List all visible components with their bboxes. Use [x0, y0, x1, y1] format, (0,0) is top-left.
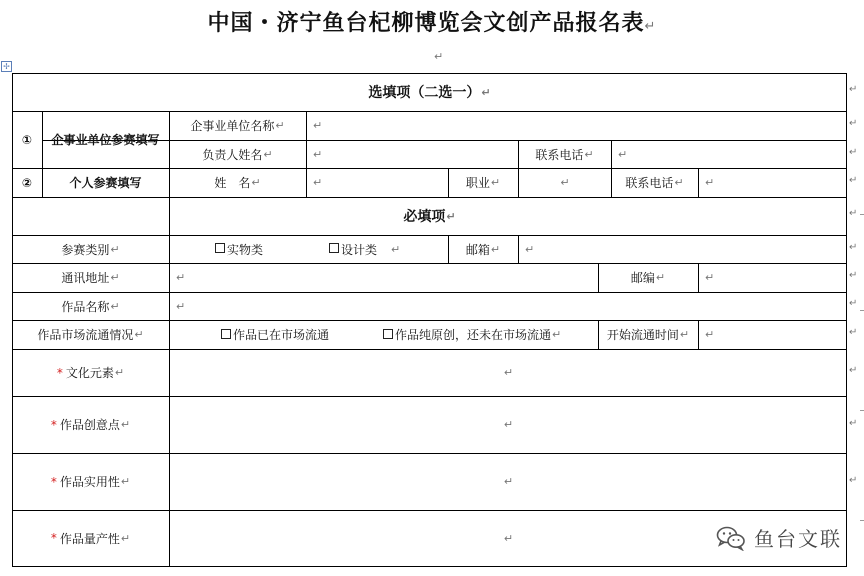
cultural-label: * 文化元素 ↵	[56, 365, 125, 380]
market-option-original[interactable]: 作品纯原创，还未在市场流通 ↵	[383, 326, 561, 343]
cell-mark: ↵	[481, 85, 491, 99]
paragraph-mark: ↵	[644, 19, 657, 34]
email-input[interactable]: ↵	[525, 242, 535, 256]
required-star: *	[50, 417, 57, 432]
option1-label: 企事业单位参赛填写	[51, 133, 160, 147]
category-label: 参赛类别 ↵	[61, 242, 120, 257]
market-label: 作品市场流通情况 ↵	[37, 328, 144, 342]
ruler-tick	[860, 520, 864, 521]
market-options	[169, 320, 598, 349]
postcode-label: 邮编 ↵	[630, 271, 666, 285]
company-name-input[interactable]: ↵	[313, 119, 323, 132]
personal-name-input[interactable]: ↵	[313, 176, 323, 189]
mass-production-input[interactable]: ↵	[503, 531, 514, 545]
practicality-input[interactable]: ↵	[503, 475, 514, 488]
occupation-input[interactable]: ↵	[560, 176, 570, 189]
watermark	[716, 523, 842, 552]
checkbox-icon[interactable]	[215, 243, 225, 253]
row-end-mark: ↵	[849, 208, 858, 219]
market-option-circulating[interactable]: 作品已在市场流通	[221, 326, 329, 343]
row-end-mark: ↵	[849, 475, 858, 486]
row-end-mark: ↵	[849, 84, 858, 95]
optional-section-heading: 选填项（二选一） ↵	[368, 85, 491, 101]
row-end-mark: ↵	[849, 418, 858, 429]
company-phone-input[interactable]: ↵	[618, 147, 628, 161]
ruler-tick	[860, 410, 864, 411]
paragraph-mark: ↵	[434, 50, 444, 63]
company-phone-label: 联系电话 ↵	[535, 147, 594, 162]
creativity-label: * 作品创意点 ↵	[50, 417, 131, 432]
email-label: 邮箱 ↵	[465, 242, 501, 257]
checkbox-icon[interactable]	[383, 329, 393, 339]
row-end-mark: ↵	[849, 298, 858, 309]
address-label: 通讯地址 ↵	[61, 271, 120, 285]
row-end-mark: ↵	[849, 327, 858, 338]
personal-phone-input[interactable]: ↵	[705, 176, 715, 189]
required-star: *	[50, 531, 57, 545]
personal-name-label: 姓 名 ↵	[214, 176, 261, 190]
table-move-handle-icon[interactable]: ✢	[1, 61, 12, 72]
practicality-label: * 作品实用性 ↵	[50, 474, 131, 489]
postcode-input[interactable]: ↵	[705, 271, 715, 284]
document-title: 中国・济宁鱼台杞柳博览会文创产品报名表↵	[207, 11, 657, 36]
personal-phone-label: 联系电话 ↵	[625, 176, 684, 190]
creativity-input[interactable]: ↵	[503, 418, 514, 431]
checkbox-icon[interactable]	[221, 329, 231, 339]
contact-person-input[interactable]: ↵	[313, 147, 323, 161]
ruler-tick	[860, 310, 864, 311]
row-end-mark: ↵	[849, 270, 858, 281]
work-name-input[interactable]: ↵	[176, 299, 186, 313]
category-option-design[interactable]: 设计类 ↵	[329, 241, 400, 258]
work-name-label: 作品名称 ↵	[61, 299, 120, 314]
mass-production-label: * 作品量产性 ↵	[50, 531, 131, 546]
row-end-mark: ↵	[849, 242, 858, 253]
option2-number: ②	[21, 175, 33, 190]
row-end-mark: ↵	[849, 365, 858, 376]
category-option-physical[interactable]: 实物类	[215, 241, 263, 258]
required-star: *	[56, 365, 63, 380]
row-end-mark: ↵	[849, 175, 858, 186]
occupation-label: 职业 ↵	[465, 176, 501, 190]
option2-label: 个人参赛填写	[69, 176, 142, 190]
required-star: *	[50, 474, 57, 489]
cultural-input[interactable]: ↵	[503, 366, 514, 379]
ruler-tick	[860, 214, 864, 215]
address-input[interactable]: ↵	[176, 271, 186, 284]
company-name-label: 企事业单位名称 ↵	[190, 119, 285, 133]
option1-number: ①	[21, 132, 33, 147]
wechat-icon	[716, 525, 746, 551]
checkbox-icon[interactable]	[329, 243, 339, 253]
category-options	[169, 235, 448, 263]
start-time-input[interactable]: ↵	[705, 328, 715, 341]
row-end-mark: ↵	[849, 147, 858, 158]
row-end-mark: ↵	[849, 118, 858, 129]
start-time-label: 开始流通时间 ↵	[606, 328, 690, 342]
contact-person-label: 负责人姓名 ↵	[202, 147, 273, 162]
watermark-text: 鱼台文联	[754, 527, 842, 551]
required-section-heading: 必填项 ↵	[403, 209, 456, 225]
